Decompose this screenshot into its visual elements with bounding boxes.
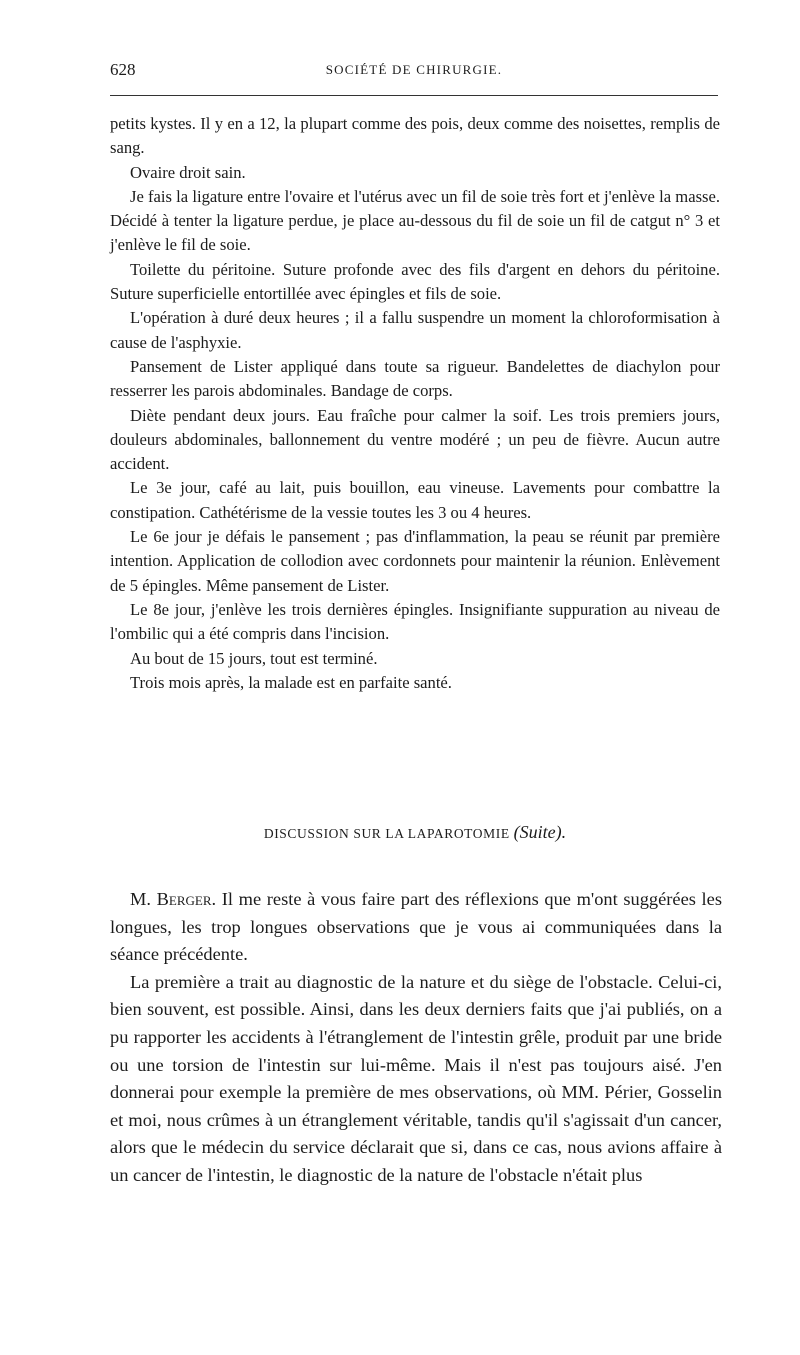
page-number: 628 (110, 60, 136, 79)
paragraph (110, 886, 722, 969)
paragraph: Pansement de Lister appliqué dans toute sa rigueur. Bandelettes de diachylon pour resserrer les parois abdominales. Bandage de corps. (110, 356, 720, 401)
section-heading (110, 822, 720, 843)
paragraph: Le 8e jour, j'enlève les trois dernières épingles. Insignifiante suppuration au niveau de l'ombilic qui a été compris dans l'incision. (110, 599, 720, 644)
paragraph: Diète pendant deux jours. Eau fraîche pour calmer la soif. Les trois premiers jours, douleurs abdominales, ballonnement du ventre modéré ; un peu de fièvre. Aucun autre accident. (110, 405, 720, 474)
page-header (110, 60, 718, 86)
running-head: SOCIÉTÉ DE CHIRURGIE. (325, 62, 503, 77)
paragraph: Toilette du péritoine. Suture profonde avec des fils d'argent en dehors du péritoine. Suture superficielle entortillée avec épingles et fils de soie. (110, 259, 720, 304)
paragraph: L'opération à duré deux heures ; il a fallu suspendre un moment la chloroformisation à cause de l'asphyxie. (110, 308, 720, 352)
paragraph: Je fais la ligature entre l'ovaire et l'utérus avec un fil de soie très fort et j'enlève la masse. Décidé à tenter la ligature perdue, je place au-dessous du fil de soie un fil de catgut n° 3 et j'enlève le fil de soie. (110, 186, 720, 255)
paragraph: petits kystes. Il y en a 12, la plupart comme des pois, deux comme des noisettes, remplis de sang. (110, 114, 720, 158)
observation-text (110, 112, 720, 695)
discussion-text (110, 886, 722, 1190)
paragraph: La première a trait au diagnostic de la nature et du siège de l'obstacle. Celui-ci, bien souvent, est possible. Ainsi, dans les deux derniers faits que j'ai publiés, on a pu rapporter les accidents à l'étranglement de l'intestin grêle, produit par une bride ou une torsion de l'intestin sur lui-même. Mais il n'est pas toujours aisé. J'en donnerai pour exemple la première de mes observations, où MM. Périer, Gosselin et moi, nous crûmes à un étranglement véritable, tandis qu'il s'agissait d'un cancer, alors que le médecin du service déclarait que si, dans ce cas, nous avions affaire à un cancer de l'intestin, le diagnostic de la nature de l'obstacle n'était plus (110, 971, 722, 1185)
paragraph: Le 6e jour je défais le pansement ; pas d'inflammation, la peau se réunit par première intention. Application de collodion avec cordonnets pour maintenir la réunion. Enlèvement de 5 épingles. Même pansement de Lister. (110, 527, 720, 595)
section-title: DISCUSSION SUR LA LAPAROTOMIE (263, 826, 510, 841)
paragraph: Ovaire droit sain. (130, 162, 246, 182)
paragraph-text: Il me reste à vous faire part des réflexions que m'ont suggérées les longues, les trop longues observations que je vous ai communiquées dans la séance précédente. (110, 889, 722, 965)
section-suffix: (Suite). (513, 822, 567, 842)
speaker-name: M. Berger. (130, 889, 217, 909)
paragraph: Trois mois après, la malade est en parfaite santé. (130, 672, 452, 692)
paragraph: Au bout de 15 jours, tout est terminé. (130, 648, 378, 668)
paragraph: Le 3e jour, café au lait, puis bouillon, eau vineuse. Lavements pour combattre la constipation. Cathétérisme de la vessie toutes les 3 ou 4 heures. (110, 478, 720, 522)
header-rule (110, 95, 718, 96)
